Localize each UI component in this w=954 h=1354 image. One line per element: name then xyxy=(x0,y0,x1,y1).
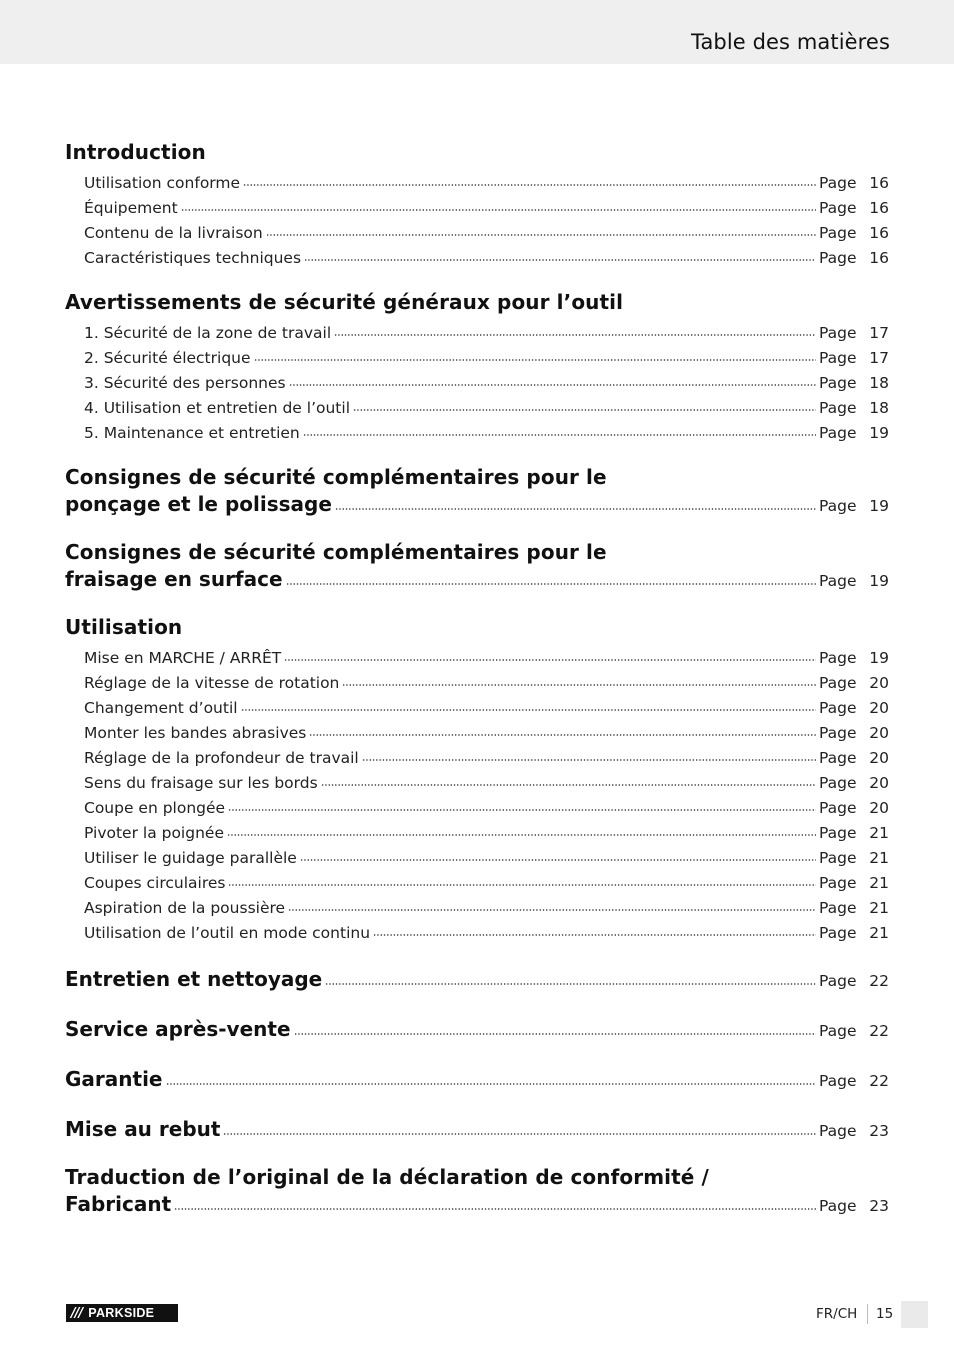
section-title: Utilisation xyxy=(65,615,183,639)
toc-entry-label: Caractéristiques techniques xyxy=(84,249,302,267)
page-number: 22 xyxy=(869,972,889,990)
page-label: Page xyxy=(819,249,857,267)
page-number: 22 xyxy=(869,1022,889,1040)
toc-section-entry[interactable] xyxy=(65,965,889,991)
toc-entry-label: Utilisation conforme xyxy=(84,174,241,192)
section-title: Consignes de sécurité complémentaires pour le xyxy=(65,465,607,489)
toc-entry[interactable] xyxy=(84,345,889,367)
page-number: 18 xyxy=(869,374,889,392)
parkside-logo xyxy=(66,1304,178,1322)
toc-entry[interactable] xyxy=(84,420,889,442)
page-label: Page xyxy=(819,972,857,990)
dot-leader xyxy=(241,708,816,712)
footer-page-number: 15 xyxy=(876,1306,894,1322)
toc-section-entry[interactable] xyxy=(65,1065,889,1091)
page-number: 21 xyxy=(869,874,889,892)
page-header xyxy=(0,0,954,64)
section-title: Consignes de sécurité complémentaires pour le xyxy=(65,540,607,564)
toc-entry-label: Coupe en plongée xyxy=(84,799,226,817)
toc-entry-label: Monter les bandes abrasives xyxy=(84,724,307,742)
section-title-continued: Fabricant xyxy=(65,1192,172,1216)
page-label: Page xyxy=(819,424,857,442)
toc-section-entry[interactable] xyxy=(65,1015,889,1041)
dot-leader xyxy=(174,1207,816,1211)
page-number: 20 xyxy=(869,799,889,817)
toc-entry-label: Sens du fraisage sur les bords xyxy=(84,774,318,792)
toc-entry-label: Pivoter la poignée xyxy=(84,824,224,842)
page-label: Page xyxy=(819,649,857,667)
page-label: Page xyxy=(819,374,857,392)
page-number: 23 xyxy=(869,1197,889,1215)
dot-leader xyxy=(181,208,816,212)
dot-leader xyxy=(321,783,816,787)
toc-entry-label: Mise en MARCHE / ARRÊT xyxy=(84,649,282,667)
page-number: 20 xyxy=(869,774,889,792)
page-number: 16 xyxy=(869,224,889,242)
page-label: Page xyxy=(819,1072,857,1090)
dot-leader xyxy=(243,183,816,187)
page-number: 21 xyxy=(869,899,889,917)
toc-entry-label: Réglage de la vitesse de rotation xyxy=(84,674,340,692)
page-label: Page xyxy=(819,324,857,342)
dot-leader xyxy=(288,908,816,912)
dot-leader xyxy=(325,982,816,986)
toc-entry[interactable] xyxy=(84,645,889,667)
toc-entry[interactable] xyxy=(84,320,889,342)
dot-leader xyxy=(342,683,816,687)
section-title: Mise au rebut xyxy=(65,1117,221,1141)
dot-leader xyxy=(300,858,816,862)
language-code: FR/CH xyxy=(816,1306,858,1322)
dot-leader xyxy=(266,233,816,237)
toc-entry-label: Aspiration de la poussière xyxy=(84,899,286,917)
page-label: Page xyxy=(819,224,857,242)
page-number: 16 xyxy=(869,199,889,217)
footer-divider xyxy=(867,1304,868,1324)
page-label: Page xyxy=(819,849,857,867)
page-number: 19 xyxy=(869,424,889,442)
dot-leader xyxy=(362,758,816,762)
page-label: Page xyxy=(819,572,857,590)
section-title: Avertissements de sécurité généraux pour l’outil xyxy=(65,290,624,314)
page-label: Page xyxy=(819,199,857,217)
dot-leader xyxy=(166,1082,817,1086)
toc-entry-label: 4. Utilisation et entretien de l’outil xyxy=(84,399,350,417)
toc-entry[interactable] xyxy=(84,770,889,792)
toc-entry-label: 3. Sécurité des personnes xyxy=(84,374,286,392)
logo-text: PARKSIDE xyxy=(88,1306,155,1320)
toc-entry-label: Utiliser le guidage parallèle xyxy=(84,849,297,867)
toc-entry[interactable] xyxy=(84,720,889,742)
page-number: 18 xyxy=(869,399,889,417)
page-label: Page xyxy=(819,799,857,817)
page-title: Table des matières xyxy=(691,30,890,54)
toc-entry[interactable] xyxy=(84,220,889,242)
page-label: Page xyxy=(819,399,857,417)
toc-entry-label: Changement d’outil xyxy=(84,699,238,717)
page-label: Page xyxy=(819,349,857,367)
page-label: Page xyxy=(819,749,857,767)
page-label: Page xyxy=(819,724,857,742)
toc-entry-label: 1. Sécurité de la zone de travail xyxy=(84,324,332,342)
toc-entry-label: Équipement xyxy=(84,199,178,217)
page-number: 19 xyxy=(869,572,889,590)
page-number: 21 xyxy=(869,924,889,942)
section-title-continued: ponçage et le polissage xyxy=(65,492,332,516)
page-label: Page xyxy=(819,824,857,842)
toc-entry-label: Réglage de la profondeur de travail xyxy=(84,749,359,767)
section-title: Service après-vente xyxy=(65,1017,291,1041)
page-number: 22 xyxy=(869,1072,889,1090)
page-number: 16 xyxy=(869,249,889,267)
page-number: 19 xyxy=(869,497,889,515)
toc-entry-label: Utilisation de l’outil en mode continu xyxy=(84,924,371,942)
dot-leader xyxy=(284,658,816,662)
section-title: Traduction de l’original de la déclaration de conformité / xyxy=(65,1165,709,1189)
dot-leader xyxy=(228,883,816,887)
toc-section-entry[interactable] xyxy=(65,565,889,591)
toc-entry[interactable] xyxy=(84,370,889,392)
section-title: Garantie xyxy=(65,1067,163,1091)
toc-section-entry[interactable] xyxy=(65,490,889,516)
page-number: 17 xyxy=(869,349,889,367)
toc-entry[interactable] xyxy=(84,895,889,917)
toc-entry[interactable] xyxy=(84,745,889,767)
logo-slashes: /// xyxy=(71,1305,83,1321)
page-label: Page xyxy=(819,1022,857,1040)
toc-entry[interactable] xyxy=(84,670,889,692)
page-label: Page xyxy=(819,1197,857,1215)
page-number: 21 xyxy=(869,824,889,842)
page-label: Page xyxy=(819,774,857,792)
dot-leader xyxy=(303,433,816,437)
toc-entry-label: 2. Sécurité électrique xyxy=(84,349,251,367)
page-label: Page xyxy=(819,497,857,515)
page-number: 23 xyxy=(869,1122,889,1140)
dot-leader xyxy=(228,808,816,812)
page-label: Page xyxy=(819,874,857,892)
toc-entry[interactable] xyxy=(84,245,889,267)
dot-leader xyxy=(373,933,816,937)
dot-leader xyxy=(223,1132,816,1136)
toc-entry-label: Contenu de la livraison xyxy=(84,224,263,242)
dot-leader xyxy=(304,258,816,262)
dot-leader xyxy=(289,383,816,387)
page-number: 20 xyxy=(869,674,889,692)
section-title-continued: fraisage en surface xyxy=(65,567,283,591)
dot-leader xyxy=(286,582,816,586)
page-number: 20 xyxy=(869,699,889,717)
toc-section-entry[interactable] xyxy=(65,1115,889,1141)
page-number: 21 xyxy=(869,849,889,867)
toc-entry[interactable] xyxy=(84,695,889,717)
dot-leader xyxy=(353,408,816,412)
dot-leader xyxy=(254,358,816,362)
dot-leader xyxy=(335,507,816,511)
footer-tab-marker xyxy=(901,1301,928,1328)
page-label: Page xyxy=(819,699,857,717)
page-label: Page xyxy=(819,1122,857,1140)
toc-entry[interactable] xyxy=(84,195,889,217)
toc-entry[interactable] xyxy=(84,395,889,417)
page-number: 20 xyxy=(869,749,889,767)
toc-entry[interactable] xyxy=(84,845,889,867)
dot-leader xyxy=(334,333,816,337)
toc-entry[interactable] xyxy=(84,170,889,192)
toc-entry-label: Coupes circulaires xyxy=(84,874,226,892)
dot-leader xyxy=(309,733,816,737)
page-number: 16 xyxy=(869,174,889,192)
page-number: 19 xyxy=(869,649,889,667)
page-label: Page xyxy=(819,674,857,692)
toc-entry-label: 5. Maintenance et entretien xyxy=(84,424,300,442)
section-title: Introduction xyxy=(65,140,206,164)
page-label: Page xyxy=(819,924,857,942)
dot-leader xyxy=(294,1032,816,1036)
toc-entry[interactable] xyxy=(84,870,889,892)
toc-entry[interactable] xyxy=(84,820,889,842)
page-label: Page xyxy=(819,899,857,917)
page-number: 20 xyxy=(869,724,889,742)
page-number: 17 xyxy=(869,324,889,342)
page-label: Page xyxy=(819,174,857,192)
toc-entry[interactable] xyxy=(84,795,889,817)
toc-section-entry[interactable] xyxy=(65,1190,889,1216)
dot-leader xyxy=(227,833,816,837)
toc-entry[interactable] xyxy=(84,920,889,942)
section-title: Entretien et nettoyage xyxy=(65,967,323,991)
